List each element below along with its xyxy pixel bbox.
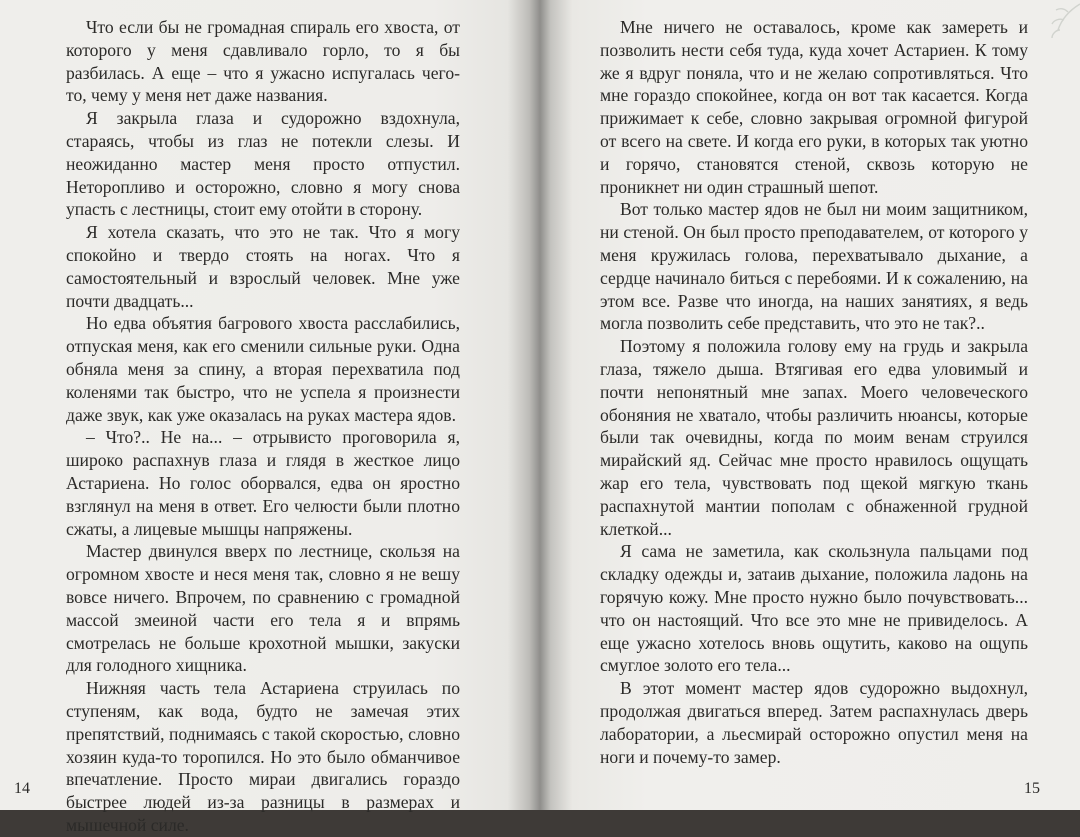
paragraph: Я хотела сказать, что это не так. Что я могу спокойно и твердо стоять на ногах. Что я самостоятельный и взрослый человек. Мне уже почти двадцать... [66, 222, 460, 311]
floral-ornament-icon [1040, 0, 1080, 60]
paragraph: Я закрыла глаза и судорожно вздохнула, стараясь, чтобы из глаз не потекли слезы. И неожиданно мастер меня просто отпустил. Неторопливо и осторожно, словно я могу снова упасть с лестницы, стоит ему отойти в сторону. [66, 108, 460, 220]
page-number: 14 [14, 780, 30, 797]
right-page [552, 0, 1080, 810]
paragraph: Мне ничего не оставалось, кроме как замереть и позволить нести себя туда, куда хочет Астариен. К тому же я вдруг поняла, что и не желаю сопротивляться. Что мне гораздо спокойнее, когда он вот так касается. Когда прижимает к себе, словно закрывая огромной фигурой от всего на свете. И когда его руки, в которых так уютно и горячо, становятся стеной, сквозь которую не проникнет ни один страшный шепот. [600, 17, 1028, 197]
paragraph: Что если бы не громадная спираль его хвоста, от которого у меня сдавливало горло, то я бы разбилась. А еще – что я ужасно испугалась чего-то, чему у меня нет даже названия. [66, 17, 460, 106]
paragraph: Вот только мастер ядов не был ни моим защитником, ни стеной. Он был просто преподавателем, от которого у меня кружилась голова, перехватывало дыхание, а сердце начинало биться с перебоями. И к сожалению, на этом все. Разве что иногда, на наших занятиях, я ведь могла позволить себе представить, что это не так?.. [600, 199, 1028, 334]
left-page-text [66, 16, 460, 837]
left-page [0, 0, 530, 835]
page-number: 15 [1024, 780, 1040, 797]
paragraph: Но едва объятия багрового хвоста расслабились, отпуская меня, как его сменили сильные руки. Одна обняла меня за спину, а вторая перехватила под коленями так быстро, что не успела я произнести даже звук, как уже оказалась на руках мастера ядов. [66, 313, 460, 425]
paragraph: Я сама не заметила, как скользнула пальцами под складку одежды и, затаив дыхание, положила ладонь на горячую кожу. Мне просто нужно было почувствовать... что он настоящий. Что все это мне не привиделось. А еще ужасно хотелось вновь ощутить, каково на ощупь смуглое золото его тела... [600, 541, 1028, 676]
paragraph: Мастер двинулся вверх по лестнице, скользя на огромном хвосте и неся меня так, словно я не вешу вовсе ничего. Впрочем, по сравнению с громадной массой змеиной части его тела я и впрямь смотрелась не больше крохотной мышки, закуски для голодного хищника. [66, 541, 460, 676]
paragraph: Поэтому я положила голову ему на грудь и закрыла глаза, тяжело дыша. Втягивая его едва уловимый и почти непонятный мне запах. Моего человеческого обоняния не хватало, чтобы различить нюансы, которые были так очевидны, когда по моим венам струился мирайский яд. Сейчас мне просто нравилось ощущать жар его тела, чувствовать под щекой мягкую ткань распахнутой мантии пополам с обнаженной грудной клеткой... [600, 336, 1028, 539]
paragraph: Нижняя часть тела Астариена струилась по ступеням, как вода, будто не замечая этих препятствий, поднимаясь с такой скоростью, словно хозяин куда-то торопился. Но это было обманчивое впечатление. Просто мираи двигались гораздо быстрее людей из-за разницы в размерах и мышечной силе. [66, 678, 460, 835]
right-page-text [600, 16, 1028, 768]
paragraph: В этот момент мастер ядов судорожно выдохнул, продолжая двигаться вперед. Затем распахнулась дверь лаборатории, а льесмирай осторожно опустил меня на ноги и почему-то замер. [600, 678, 1028, 767]
paragraph: – Что?.. Не на... – отрывисто проговорила я, широко распахнув глаза и глядя в жесткое лицо Астариена. Но голос оборвался, едва он яростно взглянул на меня в ответ. Его челюсти были плотно сжаты, а лицевые мышцы напряжены. [66, 427, 460, 539]
